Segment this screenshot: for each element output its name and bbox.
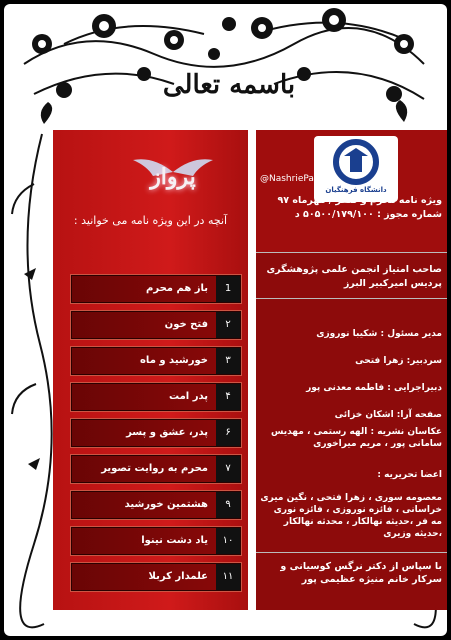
toc-item[interactable] xyxy=(71,383,241,411)
publisher: صاحب امتیاز انجمن علمی پژوهشگری پردیس امیرکبیر البرز xyxy=(266,264,442,289)
toc-label: فتح خون xyxy=(164,319,208,330)
social-handle: @NashrieParvaz xyxy=(260,174,334,184)
staff-executive: دبیراجرایی : فاطمه معدنی پور xyxy=(306,383,442,393)
toc-item[interactable] xyxy=(71,275,241,303)
toc-item[interactable] xyxy=(71,491,241,519)
toc-label: علمدار کربلا xyxy=(148,571,208,582)
university-logo-caption: دانشگاه فرهنگیان xyxy=(325,186,387,194)
staff-writers-heading: اعضا تحریریه : xyxy=(377,470,442,480)
staff-editor: سردبیر: زهرا فتحی xyxy=(355,356,442,366)
issue-info xyxy=(260,194,442,222)
toc-number: ۹ xyxy=(216,492,240,518)
staff-layout: صفحه آرا: اشکان خزائی xyxy=(334,410,442,420)
toc-item[interactable] xyxy=(71,455,241,483)
toc-number: ۶ xyxy=(216,420,240,446)
toc-item[interactable] xyxy=(71,419,241,447)
staff-photographers: عکاسان نشریه : الهه رستمی ، مهدیس سامانی پور ، مریم میراخوری xyxy=(271,427,442,449)
toc-number: ۱۱ xyxy=(216,564,240,590)
toc-label: باز هم محرم xyxy=(146,283,208,294)
license-number: شماره مجوز : ۵۰۵۰۰/۱۷۹/۱۰۰ د xyxy=(294,209,442,220)
parvaz-logo-text: پرواز xyxy=(150,164,196,190)
issue-line: ویژه نامه محرم و صفر / مهرماه ۹۷ xyxy=(277,195,442,206)
toc-label: خورشید و ماه xyxy=(140,355,208,366)
divider xyxy=(256,252,447,253)
title-text: باسمه تعالی xyxy=(162,70,296,100)
credits-panel xyxy=(256,130,447,610)
toc-item[interactable] xyxy=(71,311,241,339)
toc-number: 1 xyxy=(216,276,240,302)
poster-frame xyxy=(4,4,447,636)
contents-intro: آنچه در این ویژه نامه می خوانید : xyxy=(73,214,228,227)
toc-item[interactable] xyxy=(71,347,241,375)
toc-number: ۲ xyxy=(216,312,240,338)
staff-director: مدیر مسئول : شکیبا نوروزی xyxy=(316,329,442,339)
toc-number: ۴ xyxy=(216,384,240,410)
toc-number: ۳ xyxy=(216,348,240,374)
toc-number: ۱۰ xyxy=(216,528,240,554)
acknowledgement: با سپاس از دکتر نرگس کوسیانی و سرکار خانم منیژه عظیمی پور xyxy=(280,561,442,585)
toc-label: هشتمین خورشید xyxy=(124,499,208,510)
divider xyxy=(256,552,447,553)
toc-label: یاد دشت نینوا xyxy=(141,535,208,546)
staff-writers: معصومه سوری ، زهرا فتحی ، نگین میری خراسانی ، فائزه نوروزی ، فائزه نوری مه فر ،حدیثه نهالکار ، محدثه نهالکار ،حدیثه وزیری xyxy=(260,493,442,539)
toc-label: پدر، عشق و پسر xyxy=(126,427,208,438)
contents-panel xyxy=(53,130,248,610)
university-logo xyxy=(314,136,398,202)
toc-label: پدر امت xyxy=(169,391,208,402)
toc-item[interactable] xyxy=(71,563,241,591)
page-title xyxy=(154,68,304,116)
toc-item[interactable] xyxy=(71,527,241,555)
parvaz-logo xyxy=(123,154,223,202)
toc-number: ۷ xyxy=(216,456,240,482)
divider xyxy=(256,298,447,299)
toc-label: محرم به روایت تصویر xyxy=(101,463,208,474)
